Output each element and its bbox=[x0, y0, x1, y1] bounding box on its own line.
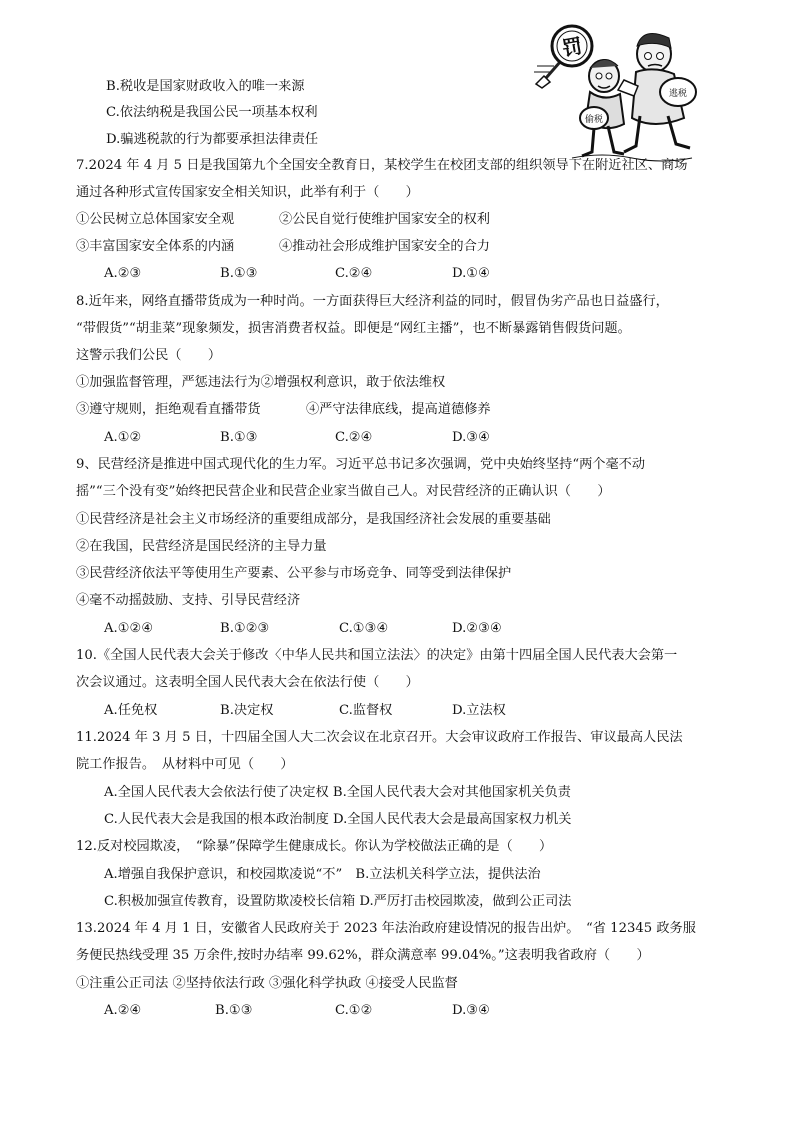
bag-right-text: 逃税 bbox=[668, 89, 688, 99]
q12-options-a-b: A.增强自我保护意识，和校园欺凌说“不” B.立法机关科学立法，提供法治 bbox=[104, 867, 541, 882]
q9-option-a: A.①②④ bbox=[104, 621, 154, 636]
q9-option-d: D.②③④ bbox=[452, 621, 502, 636]
q7-stem-line-1: 7.2024 年 4 月 5 日是我国第九个全国安全教育日，某校学生在校团支部的组织领导下在附近社区、商场 bbox=[76, 158, 688, 173]
q9-item-2: ②在我国，民营经济是国民经济的主导力量 bbox=[76, 539, 327, 554]
q6-option-d: D.骗逃税款的行为都要承担法律责任 bbox=[106, 132, 319, 147]
q13-option-d: D.③④ bbox=[452, 1003, 490, 1018]
q9-stem-line-2: 摇”“三个没有变”始终把民营企业和民营企业家当做自己人。对民营经济的正确认识（ ） bbox=[76, 484, 611, 499]
q10-option-c: C.监督权 bbox=[339, 703, 393, 718]
q10-stem-line-1: 10.《全国人民代表大会关于修改〈中华人民共和国立法法〉的决定》由第十四届全国人民代表大会第一 bbox=[76, 648, 678, 663]
q7-option-a: A.②③ bbox=[104, 266, 142, 281]
q12-options-c-d: C.积极加强宣传教育，设置防欺凌校长信箱 D.严厉打击校园欺凌，做到公正司法 bbox=[104, 894, 572, 909]
q8-items-1-2: ①加强监督管理，严惩违法行为②增强权利意识，敢于依法维权 bbox=[76, 375, 446, 390]
q9-item-1: ①民营经济是社会主义市场经济的重要组成部分，是我国经济社会发展的重要基础 bbox=[76, 512, 551, 527]
q7-item-2: ②公民自觉行使维护国家安全的权利 bbox=[279, 212, 490, 227]
q9-item-4: ④毫不动摇鼓励、支持、引导民营经济 bbox=[76, 593, 301, 608]
q6-option-b: B.税收是国家财政收入的唯一来源 bbox=[106, 79, 305, 94]
q13-stem-line-2: 务便民热线受理 35 万余件,按时办结率 99.62%，群众满意率 99.04%。”这表明我省政府（ ） bbox=[76, 948, 650, 963]
q9-stem-line-1: 9、民营经济是推进中国式现代化的生力军。习近平总书记多次强调，党中央始终坚持“两个毫不动 bbox=[76, 457, 646, 472]
q7-option-b: B.①③ bbox=[220, 266, 258, 281]
q8-option-c: C.②④ bbox=[335, 430, 373, 445]
bag-left-text: 偷税 bbox=[584, 115, 604, 125]
q13-option-b: B.①③ bbox=[215, 1003, 253, 1018]
q8-stem-line-1: 8.近年来，网络直播带货成为一种时尚。一方面获得巨大经济利益的同时，假冒伪劣产品也日益盛行， bbox=[76, 294, 669, 309]
q10-stem-line-2: 次会议通过。这表明全国人民代表大会在依法行使（ ） bbox=[76, 675, 419, 690]
q8-option-d: D.③④ bbox=[452, 430, 490, 445]
q10-option-d: D.立法权 bbox=[452, 703, 506, 718]
q9-option-b: B.①②③ bbox=[220, 621, 270, 636]
q10-option-a: A.任免权 bbox=[104, 703, 158, 718]
q9-item-3: ③民营经济依法平等使用生产要素、公平参与市场竞争、同等受到法律保护 bbox=[76, 566, 512, 581]
q10-option-b: B.决定权 bbox=[220, 703, 274, 718]
q8-item-3: ③遵守规则，拒绝观看直播带货 bbox=[76, 402, 261, 417]
q13-option-c: C.①② bbox=[335, 1003, 373, 1018]
q7-option-d: D.①④ bbox=[452, 266, 490, 281]
q8-item-4: ④严守法律底线，提高道德修养 bbox=[306, 402, 491, 417]
q8-option-a: A.①② bbox=[104, 430, 142, 445]
q8-option-b: B.①③ bbox=[220, 430, 258, 445]
q11-stem-line-2: 院工作报告。 从材料中可见（ ） bbox=[76, 757, 294, 772]
q13-stem-line-1: 13.2024 年 4 月 1 日，安徽省人民政府关于 2023 年法治政府建设情况的报告出炉。 “省 12345 政务服 bbox=[76, 921, 696, 936]
q12-stem: 12.反对校园欺凌， “除暴”保障学生健康成长。你认为学校做法正确的是（ ） bbox=[76, 839, 553, 854]
q7-item-4: ④推动社会形成维护国家安全的合力 bbox=[279, 239, 490, 254]
q9-option-c: C.①③④ bbox=[339, 621, 389, 636]
q7-item-1: ①公民树立总体国家安全观 bbox=[76, 212, 235, 227]
q8-stem-line-3: 这警示我们公民（ ） bbox=[76, 348, 222, 363]
q7-option-c: C.②④ bbox=[335, 266, 373, 281]
q7-item-3: ③丰富国家安全体系的内涵 bbox=[76, 239, 235, 254]
q11-options-a-b: A.全国人民代表大会依法行使了决定权 B.全国人民代表大会对其他国家机关负责 bbox=[104, 785, 571, 800]
penalty-sign-text: 罚 bbox=[560, 33, 585, 61]
q8-stem-line-2: “带假货”“胡韭菜”现象频发，损害消费者权益。即便是“网红主播”，也不断暴露销售假货问题。 bbox=[76, 321, 631, 336]
q13-option-a: A.②④ bbox=[104, 1003, 142, 1018]
q11-stem-line-1: 11.2024 年 3 月 5 日，十四届全国人大二次会议在北京召开。大会审议政府工作报告、审议最高人民法 bbox=[76, 730, 683, 745]
q7-stem-line-2: 通过各种形式宣传国家安全相关知识，此举有利于（ ） bbox=[76, 185, 419, 200]
q11-options-c-d: C.人民代表大会是我国的根本政治制度 D.全国人民代表大会是最高国家权力机关 bbox=[104, 812, 572, 827]
tax-evasion-cartoon bbox=[532, 18, 702, 166]
q13-items: ①注重公正司法 ②坚持依法行政 ③强化科学执政 ④接受人民监督 bbox=[76, 976, 458, 991]
q6-option-c: C.依法纳税是我国公民一项基本权利 bbox=[106, 105, 318, 120]
